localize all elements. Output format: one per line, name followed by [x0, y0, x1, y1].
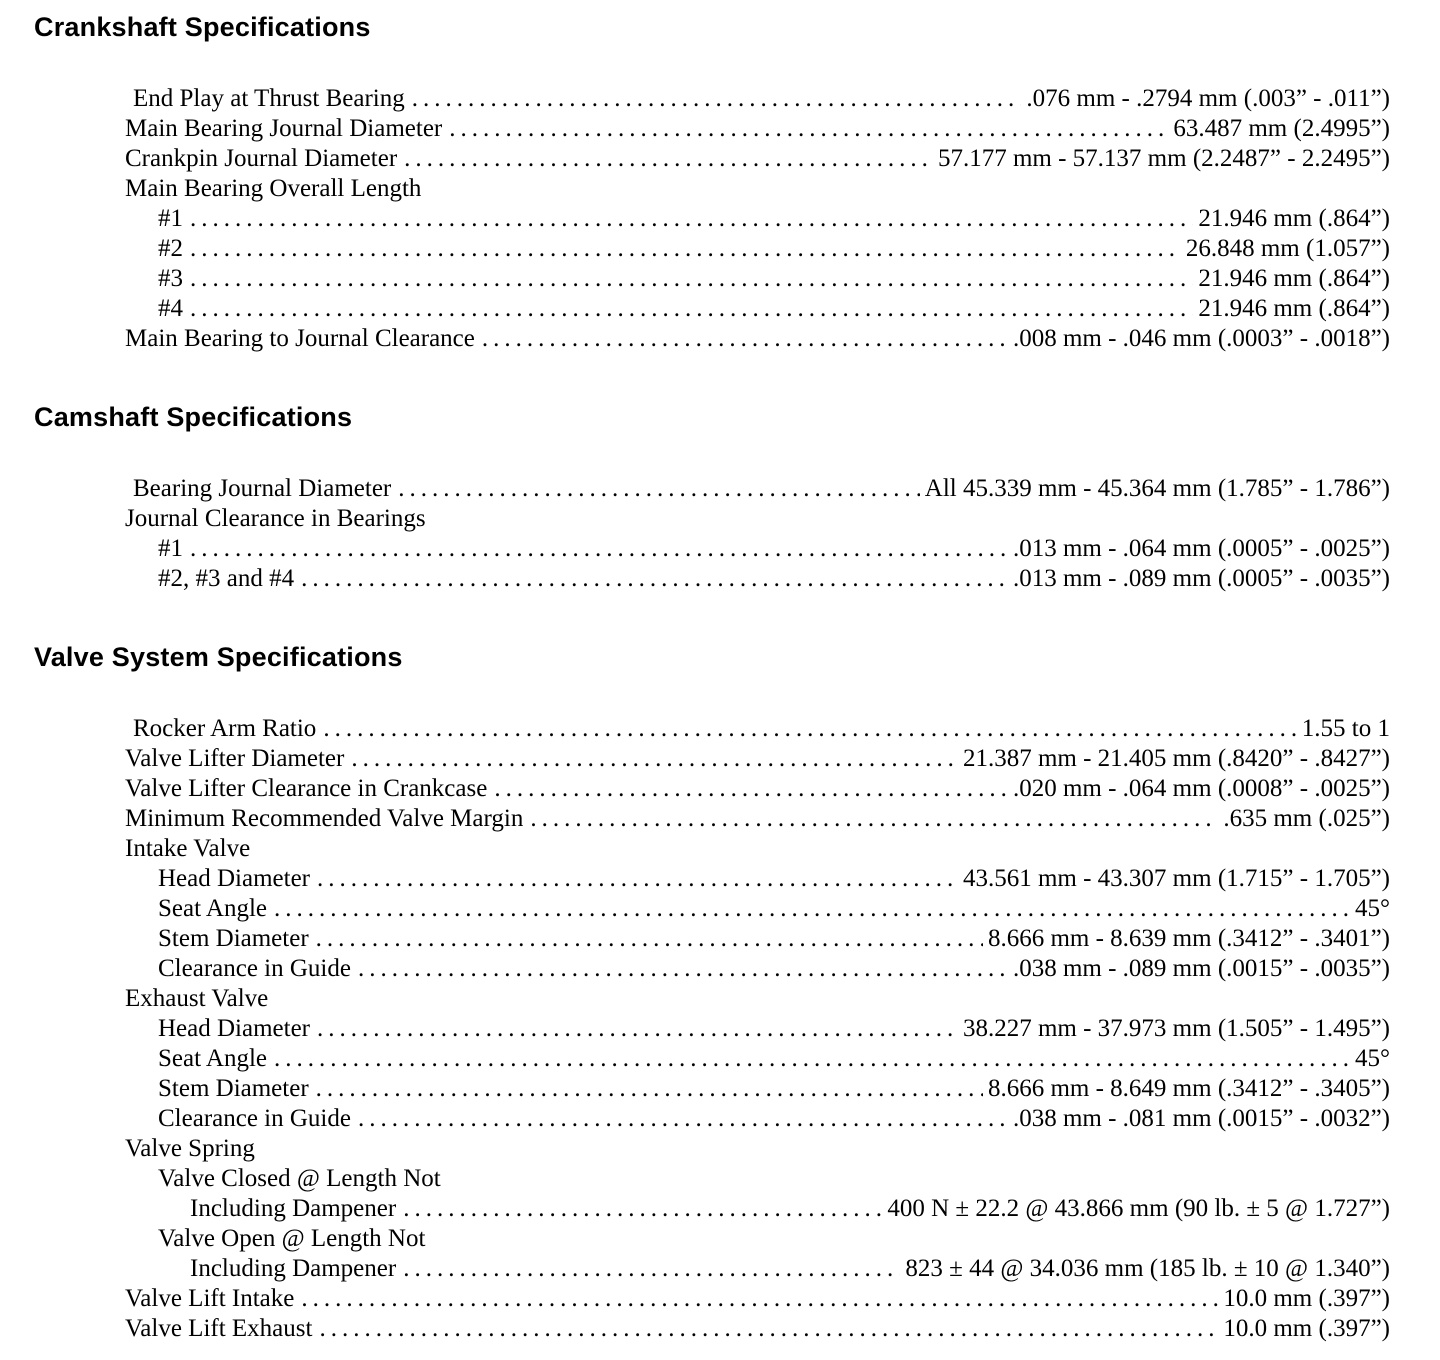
- spec-label: #1: [158, 205, 183, 232]
- spec-row: [125, 324, 1390, 354]
- spec-label: Stem Diameter: [158, 925, 309, 952]
- spec-row: [125, 744, 1390, 774]
- dot-leader: [494, 774, 1008, 804]
- spec-row: [125, 774, 1390, 804]
- dot-leader: [190, 234, 1181, 264]
- spec-row: [125, 834, 1390, 864]
- dot-leader: [351, 744, 958, 774]
- spec-label: Crankpin Journal Diameter: [125, 145, 398, 172]
- spec-row: [125, 114, 1390, 144]
- spec-label: Head Diameter: [158, 1015, 311, 1042]
- dot-leader: [190, 294, 1193, 324]
- spec-section: [34, 10, 1390, 354]
- dot-leader: [449, 114, 1168, 144]
- spec-section: [34, 400, 1390, 594]
- spec-value: 45°: [1355, 1045, 1390, 1072]
- spec-row: [125, 864, 1390, 894]
- spec-label: Journal Clearance in Bearings: [125, 505, 426, 532]
- spec-label: Including Dampener: [190, 1255, 397, 1282]
- dot-leader: [190, 534, 1008, 564]
- dot-leader: [274, 1044, 1350, 1074]
- spec-row: [125, 984, 1390, 1014]
- spec-value: .020 mm - .064 mm (.0008” - .0025”): [1012, 775, 1390, 802]
- spec-label: Rocker Arm Ratio: [133, 715, 317, 742]
- spec-value: .635 mm (.025”): [1223, 805, 1390, 832]
- spec-value: 63.487 mm (2.4995”): [1173, 115, 1390, 142]
- spec-value: .038 mm - .081 mm (.0015” - .0032”): [1012, 1105, 1390, 1132]
- spec-value: 45°: [1355, 895, 1390, 922]
- spec-row: [125, 174, 1390, 204]
- spec-row: [125, 1254, 1390, 1284]
- dot-leader: [358, 954, 1008, 984]
- spec-row: [125, 1164, 1390, 1194]
- spec-row: [125, 144, 1390, 174]
- dot-leader: [301, 564, 1008, 594]
- spec-row: [125, 564, 1390, 594]
- spec-label: Valve Closed @ Length Not: [158, 1165, 441, 1192]
- dot-leader: [190, 204, 1193, 234]
- spec-value: 823 ± 44 @ 34.036 mm (185 lb. ± 10 @ 1.340”): [905, 1255, 1390, 1282]
- spec-row: [125, 234, 1390, 264]
- spec-row: [125, 804, 1390, 834]
- spec-label: #4: [158, 295, 183, 322]
- spec-label: Main Bearing Overall Length: [125, 175, 422, 202]
- section-title: Camshaft Specifications: [34, 402, 353, 432]
- spec-row: [125, 474, 1390, 504]
- spec-rows: [34, 474, 1390, 594]
- spec-row: [125, 294, 1390, 324]
- spec-label: Valve Spring: [125, 1135, 255, 1162]
- spec-label: Head Diameter: [158, 865, 311, 892]
- spec-label: Clearance in Guide: [158, 955, 351, 982]
- spec-row: [125, 1074, 1390, 1104]
- dot-leader: [190, 264, 1193, 294]
- spec-value: 26.848 mm (1.057”): [1185, 235, 1390, 262]
- spec-row: [125, 504, 1390, 534]
- spec-value: 8.666 mm - 8.649 mm (.3412” - .3405”): [987, 1075, 1390, 1102]
- dot-leader: [317, 1014, 958, 1044]
- spec-row: [125, 1314, 1390, 1344]
- spec-label: Valve Open @ Length Not: [158, 1225, 426, 1252]
- spec-row: [125, 714, 1390, 744]
- spec-label: Including Dampener: [190, 1195, 397, 1222]
- spec-row: [125, 1134, 1390, 1164]
- spec-rows: [34, 84, 1390, 354]
- spec-section: [34, 640, 1390, 1344]
- dot-leader: [530, 804, 1218, 834]
- dot-leader: [404, 144, 933, 174]
- spec-value: .038 mm - .089 mm (.0015” - .0035”): [1012, 955, 1390, 982]
- spec-rows: [34, 714, 1390, 1344]
- spec-row: [125, 1284, 1390, 1314]
- spec-label: #3: [158, 265, 183, 292]
- spec-value: .008 mm - .046 mm (.0003” - .0018”): [1012, 325, 1390, 352]
- spec-value: .076 mm - .2794 mm (.003” - .011”): [1026, 85, 1390, 112]
- spec-row: [125, 264, 1390, 294]
- spec-label: #2: [158, 235, 183, 262]
- spec-row: [125, 1224, 1390, 1254]
- dot-leader: [316, 1074, 983, 1104]
- spec-label: Main Bearing to Journal Clearance: [125, 325, 475, 352]
- spec-row: [125, 1104, 1390, 1134]
- spec-value: 21.946 mm (.864”): [1198, 295, 1390, 322]
- dot-leader: [412, 84, 1022, 114]
- spec-label: Bearing Journal Diameter: [133, 475, 392, 502]
- dot-leader: [403, 1254, 900, 1284]
- spec-row: [125, 534, 1390, 564]
- spec-row: [125, 204, 1390, 234]
- spec-label: End Play at Thrust Bearing: [133, 85, 405, 112]
- spec-label: Exhaust Valve: [125, 985, 269, 1012]
- dot-leader: [482, 324, 1008, 354]
- dot-leader: [301, 1284, 1218, 1314]
- spec-label: Clearance in Guide: [158, 1105, 351, 1132]
- spec-value: 10.0 mm (.397”): [1223, 1315, 1390, 1342]
- spec-value: All 45.339 mm - 45.364 mm (1.785” - 1.786”): [924, 475, 1390, 502]
- spec-value: 21.387 mm - 21.405 mm (.8420” - .8427”): [962, 745, 1390, 772]
- spec-label: Main Bearing Journal Diameter: [125, 115, 443, 142]
- spec-value: 57.177 mm - 57.137 mm (2.2487” - 2.2495”): [937, 145, 1390, 172]
- spec-row: [125, 954, 1390, 984]
- spec-value: .013 mm - .064 mm (.0005” - .0025”): [1012, 535, 1390, 562]
- dot-leader: [319, 1314, 1218, 1344]
- spec-label: Seat Angle: [158, 1045, 268, 1072]
- spec-label: Stem Diameter: [158, 1075, 309, 1102]
- spec-value: 10.0 mm (.397”): [1223, 1285, 1390, 1312]
- spec-value: 38.227 mm - 37.973 mm (1.505” - 1.495”): [962, 1015, 1390, 1042]
- spec-row: [125, 84, 1390, 114]
- spec-label: Minimum Recommended Valve Margin: [125, 805, 524, 832]
- spec-value: 400 N ± 22.2 @ 43.866 mm (90 lb. ± 5 @ 1.727”): [887, 1195, 1390, 1222]
- section-title: Crankshaft Specifications: [34, 12, 371, 42]
- spec-row: [125, 1014, 1390, 1044]
- spec-label: Valve Lift Exhaust: [125, 1315, 313, 1342]
- spec-label: #2, #3 and #4: [158, 565, 295, 592]
- dot-leader: [274, 894, 1350, 924]
- spec-row: [125, 1194, 1390, 1224]
- dot-leader: [316, 924, 983, 954]
- spec-value: .013 mm - .089 mm (.0005” - .0035”): [1012, 565, 1390, 592]
- dot-leader: [403, 1194, 882, 1224]
- dot-leader: [358, 1104, 1008, 1134]
- spec-row: [125, 924, 1390, 954]
- spec-value: 21.946 mm (.864”): [1198, 205, 1390, 232]
- spec-label: Valve Lifter Diameter: [125, 745, 345, 772]
- dot-leader: [323, 714, 1296, 744]
- spec-label: #1: [158, 535, 183, 562]
- section-title: Valve System Specifications: [34, 642, 403, 672]
- spec-label: Intake Valve: [125, 835, 251, 862]
- spec-value: 21.946 mm (.864”): [1198, 265, 1390, 292]
- spec-value: 1.55 to 1: [1301, 715, 1390, 742]
- spec-label: Valve Lift Intake: [125, 1285, 295, 1312]
- spec-value: 8.666 mm - 8.639 mm (.3412” - .3401”): [987, 925, 1390, 952]
- spec-label: Valve Lifter Clearance in Crankcase: [125, 775, 488, 802]
- dot-leader: [398, 474, 920, 504]
- spec-value: 43.561 mm - 43.307 mm (1.715” - 1.705”): [962, 865, 1390, 892]
- spec-row: [125, 1044, 1390, 1074]
- dot-leader: [317, 864, 958, 894]
- spec-label: Seat Angle: [158, 895, 268, 922]
- spec-row: [125, 894, 1390, 924]
